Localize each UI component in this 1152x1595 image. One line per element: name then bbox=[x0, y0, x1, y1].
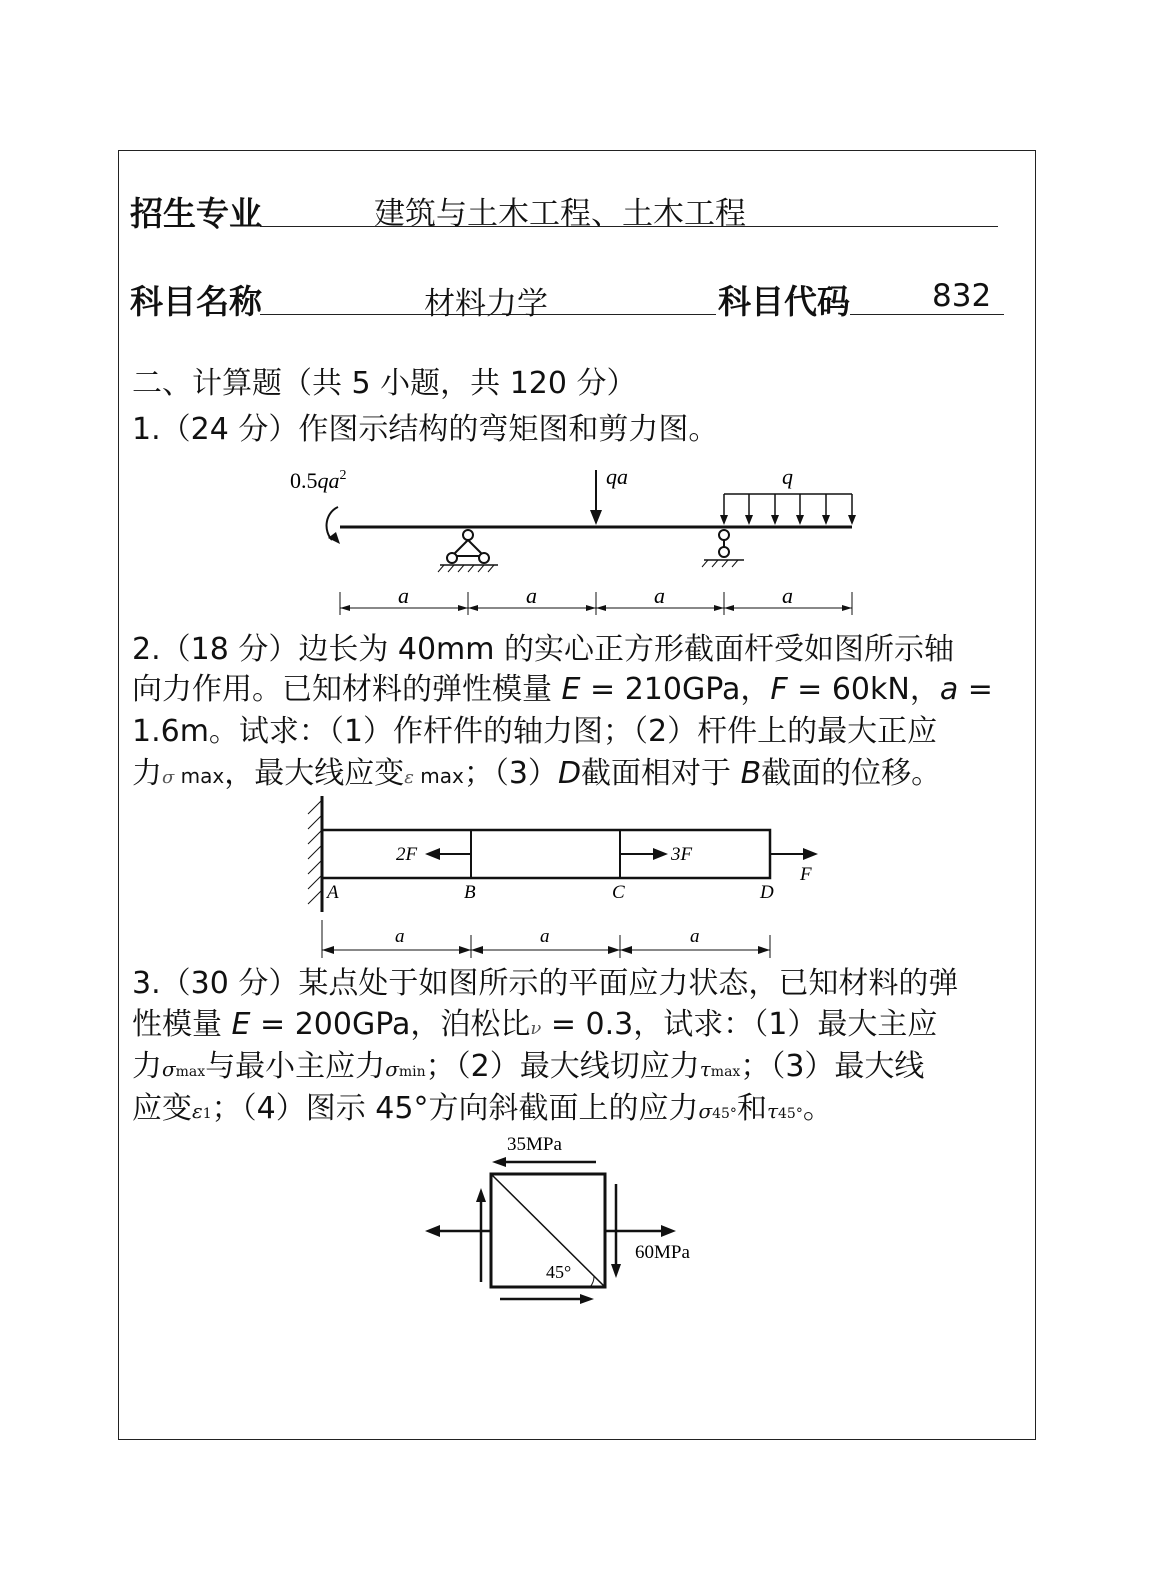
span-label-4: a bbox=[782, 583, 793, 608]
force-3f-label: 3F bbox=[671, 844, 693, 865]
problem2-line4: 力σ max，最大线应变ε max；（3）D截面相对于 B截面的位移。 bbox=[132, 756, 942, 791]
angle-label: 45° bbox=[546, 1262, 572, 1282]
problem2-line2: 向力作用。已知材料的弹性模量 E = 210GPa，F = 60kN，a = bbox=[132, 672, 993, 707]
point-d-label: D bbox=[760, 882, 774, 903]
normal-label: 60MPa bbox=[635, 1242, 690, 1263]
shear-label: 35MPa bbox=[507, 1134, 562, 1155]
problem3-line4: 应变ε1；（4）图示 45°方向斜截面上的应力σ45°和τ45°。 bbox=[132, 1091, 833, 1126]
subject-label: 科目名称 bbox=[130, 282, 262, 321]
distributed-load-label: q bbox=[782, 464, 793, 489]
point-c-label: C bbox=[612, 882, 625, 903]
section-title: 二、计算题（共 5 小题，共 120 分） bbox=[132, 366, 637, 401]
code-value: 832 bbox=[932, 278, 992, 314]
span-label-1: a bbox=[398, 583, 409, 608]
point-a-label: A bbox=[327, 882, 339, 903]
bar-span-1: a bbox=[395, 926, 405, 947]
major-value: 建筑与土木工程、土木工程 bbox=[374, 196, 746, 232]
bar-span-3: a bbox=[690, 926, 700, 947]
top-shear-arrowhead bbox=[492, 1157, 506, 1167]
code-label: 科目代码 bbox=[718, 282, 850, 321]
point-load-label: qa bbox=[606, 464, 628, 489]
right-normal-arrowhead bbox=[661, 1225, 676, 1237]
problem3-line3: 力σmax与最小主应力σmin；（2）最大线切应力τmax；（3）最大线 bbox=[132, 1049, 925, 1084]
bar-span-2: a bbox=[540, 926, 550, 947]
span-label-3: a bbox=[654, 583, 665, 608]
problem3-line1: 3.（30 分）某点处于如图所示的平面应力状态，已知材料的弹 bbox=[132, 966, 959, 1001]
problem1-text: 1.（24 分）作图示结构的弯矩图和剪力图。 bbox=[132, 412, 719, 447]
bottom-shear-arrowhead bbox=[580, 1294, 594, 1304]
problem2-line3: 1.6m。试求：（1）作杆件的轴力图；（2）杆件上的最大正应 bbox=[132, 714, 938, 749]
right-shear-arrowhead bbox=[611, 1264, 621, 1278]
point-b-label: B bbox=[464, 882, 476, 903]
major-label: 招生专业 bbox=[130, 194, 262, 233]
problem3-line2: 性模量 E = 200GPa，泊松比ν = 0.3，试求：（1）最大主应 bbox=[132, 1007, 938, 1042]
force-2f-label: 2F bbox=[396, 844, 418, 865]
force-f-label: F bbox=[800, 864, 812, 885]
subject-value: 材料力学 bbox=[424, 286, 548, 322]
angle-arc bbox=[590, 1276, 594, 1287]
left-shear-arrowhead bbox=[476, 1188, 486, 1202]
left-normal-arrowhead bbox=[425, 1225, 440, 1237]
problem2-line1: 2.（18 分）边长为 40mm 的实心正方形截面杆受如图所示轴 bbox=[132, 632, 955, 667]
moment-label: $0.5qa^2$ bbox=[290, 468, 347, 493]
span-label-2: a bbox=[526, 583, 537, 608]
